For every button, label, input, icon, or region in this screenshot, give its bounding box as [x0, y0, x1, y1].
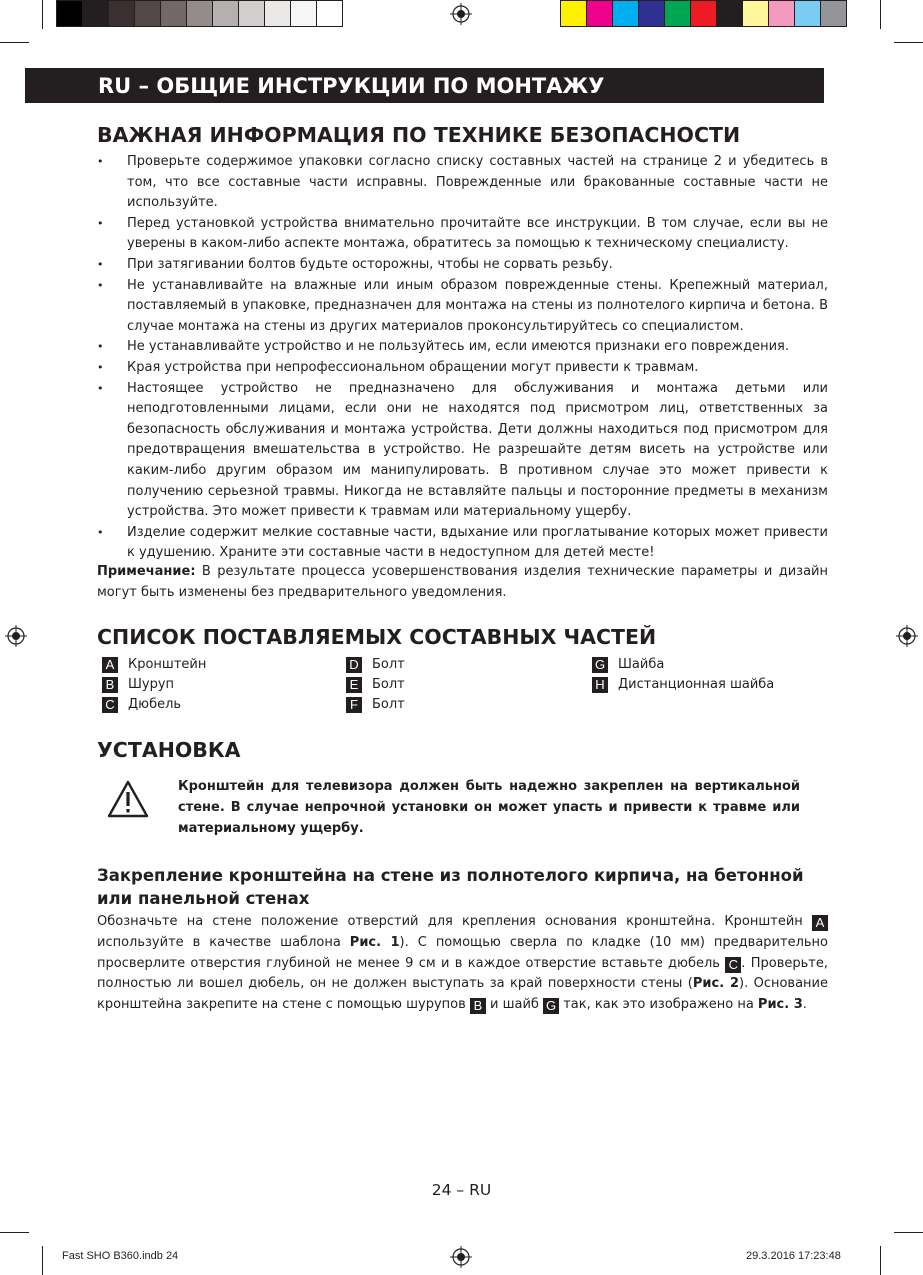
paragraph-text: так, как это изображено на [559, 997, 758, 1013]
color-swatch [264, 0, 291, 27]
note-paragraph [97, 562, 828, 603]
registration-mark-icon [450, 1246, 472, 1268]
page-number: 24 – RU [431, 1181, 492, 1199]
part-ref-badge: A [812, 915, 828, 931]
color-swatch [586, 0, 613, 27]
color-bar-left [56, 0, 342, 27]
crop-mark [0, 1232, 29, 1233]
color-swatch [82, 0, 109, 27]
part-letter-badge: A [102, 657, 118, 673]
color-swatch [134, 0, 161, 27]
crop-mark [42, 1246, 43, 1275]
figure-ref: Рис. 3 [757, 997, 803, 1013]
color-bar-right [560, 0, 846, 27]
parts-column-1 [102, 655, 206, 715]
crop-mark [880, 0, 881, 29]
part-letter-badge: C [102, 697, 118, 713]
paragraph-text: Обозначьте на стене положение отверстий для крепления основания кронштейна. Кронштейн [97, 914, 812, 929]
color-swatch [160, 0, 187, 27]
list-item: • Проверьте содержимое упаковки согласно списку составных частей на странице 2 и убедитесь в том, что все составные части исправны. Поврежденные или бракованные составные части не используйте. [97, 152, 828, 214]
paragraph-text: и шайб [485, 997, 544, 1013]
crop-mark [42, 0, 43, 29]
note-text: В результате процесса усовершенствования изделия технические параметры и дизайн могут быть изменены без предварительного уведомления. [97, 564, 828, 600]
color-swatch [794, 0, 821, 27]
crop-mark [880, 1246, 881, 1275]
slug-date-info: 29.3.2016 17:23:48 [746, 1250, 841, 1262]
parts-list-title: СПИСОК ПОСТАВЛЯЕМЫХ СОСТАВНЫХ ЧАСТЕЙ [97, 625, 657, 649]
paragraph-text: используйте в качестве шаблона [97, 934, 350, 950]
installation-paragraph [97, 912, 828, 1016]
color-swatch [612, 0, 639, 27]
color-swatch [742, 0, 769, 27]
color-swatch [212, 0, 239, 27]
installation-title: УСТАНОВКА [97, 738, 241, 762]
part-name: Шайба [618, 657, 665, 672]
list-item: • Перед установкой устройства внимательно прочитайте все инструкции. В том случае, если вы не уверены в каком-либо аспекте монтажа, обратитесь за помощью к техническому специалисту. [97, 214, 828, 255]
part-letter-badge: G [592, 657, 608, 673]
safety-title: ВАЖНАЯ ИНФОРМАЦИЯ ПО ТЕХНИКЕ БЕЗОПАСНОСТИ [97, 123, 741, 147]
part-letter-badge: D [346, 657, 362, 673]
part-name: Болт [372, 677, 405, 692]
list-item [592, 675, 774, 695]
parts-column-3 [592, 655, 774, 695]
paragraph-text: . Проверьте, полностью ли вошел дюбель, он не должен выступать за край поверхности стены ( [97, 955, 828, 992]
list-item [102, 675, 206, 695]
figure-ref: Рис. 2 [692, 976, 739, 992]
list-item: • Края устройства при непрофессиональном обращении могут привести к травмам. [97, 358, 828, 379]
crop-mark [0, 42, 29, 43]
note-label: Примечание: [97, 564, 196, 579]
part-name: Шуруп [128, 677, 175, 692]
color-swatch [716, 0, 743, 27]
color-swatch [560, 0, 587, 27]
registration-mark-icon [896, 625, 918, 647]
list-item [102, 655, 206, 675]
paragraph-text: ). Основание кронштейна закрепите на стене с помощью шурупов [97, 976, 828, 1013]
part-name: Болт [372, 657, 405, 672]
warning-triangle-icon [107, 780, 149, 818]
part-letter-badge: E [346, 677, 362, 693]
registration-mark-icon [5, 625, 27, 647]
part-letter-badge: B [102, 677, 118, 693]
part-name: Болт [372, 697, 405, 712]
parts-column-2 [346, 655, 405, 715]
color-swatch [690, 0, 717, 27]
installation-subtitle: Закрепление кронштейна на стене из полнотелого кирпича, на бетонной или панельной стенах [97, 866, 804, 908]
color-swatch [316, 0, 343, 27]
list-item [346, 695, 405, 715]
list-item: • Не устанавливайте на влажные или иным образом поврежденные стены. Крепежный материал, поставляемый в упаковке, предназначен для монтажа на стены из полнотелого кирпича и бетона. В случае монтажа на стены из других материалов проконсультируйтесь со специалистом. [97, 276, 828, 338]
color-swatch [56, 0, 83, 27]
color-swatch [108, 0, 135, 27]
color-swatch [768, 0, 795, 27]
part-ref-badge: G [543, 998, 559, 1014]
part-ref-badge: B [470, 998, 486, 1014]
color-swatch [238, 0, 265, 27]
list-item: • Изделие содержит мелкие составные части, вдыхание или проглатывание которых может привести к удушению. Храните эти составные части в недоступном для детей месте! [97, 523, 828, 564]
list-item [102, 695, 206, 715]
part-name: Дюбель [128, 697, 182, 712]
paragraph-text: ). С помощью сверла по кладке (10 мм) предварительно просверлите отверстия глубиной не менее 9 см и в каждое отверстие вставьте дюбель [97, 934, 828, 971]
color-swatch [186, 0, 213, 27]
list-item: • При затягивании болтов будьте осторожны, чтобы не сорвать резьбу. [97, 255, 828, 276]
part-letter-badge: F [346, 697, 362, 713]
part-name: Дистанционная шайба [618, 677, 775, 692]
paragraph-text: . [802, 997, 807, 1013]
safety-list [97, 152, 828, 564]
crop-mark [894, 42, 923, 43]
part-ref-badge: C [725, 957, 741, 973]
color-swatch [290, 0, 317, 27]
header-title: RU – ОБЩИЕ ИНСТРУКЦИИ ПО МОНТАЖУ [98, 74, 605, 98]
slug-file-info: Fast SHO B360.indb 24 [62, 1250, 179, 1262]
color-swatch [664, 0, 691, 27]
part-letter-badge: H [592, 677, 608, 693]
list-item: • Не устанавливайте устройство и не пользуйтесь им, если имеются признаки его повреждения. [97, 337, 828, 358]
color-swatch [638, 0, 665, 27]
figure-ref: Рис. 1 [349, 934, 400, 950]
list-item [592, 655, 774, 675]
section-header-band [25, 68, 824, 103]
list-item: • Настоящее устройство не предназначено для обслуживания и монтажа детьми или неподготовленными лицами, если они не находятся под присмотром лиц, ответственных за безопасность обслуживания и монтажа устройства. Дети должны находиться под присмотром для предотвращения вмешательства в устройство. Не разрешайте детям висеть на устройстве или каким-либо другим образом им манипулировать. В противном случае это может привести к получению серьезной травмы. Никогда не вставляйте пальцы и посторонние предметы в механизм устройства. Это может привести к травмам или материальному ущербу. [97, 379, 828, 523]
list-item [346, 655, 405, 675]
registration-mark-icon [450, 3, 472, 25]
list-item [346, 675, 405, 695]
color-swatch [820, 0, 847, 27]
installation-warning: Кронштейн для телевизора должен быть надежно закреплен на вертикальной стене. В случае непрочной установки он может упасть и привести к травме или материальному ущербу. [178, 779, 800, 836]
crop-mark [894, 1232, 923, 1233]
part-name: Кронштейн [128, 657, 207, 672]
